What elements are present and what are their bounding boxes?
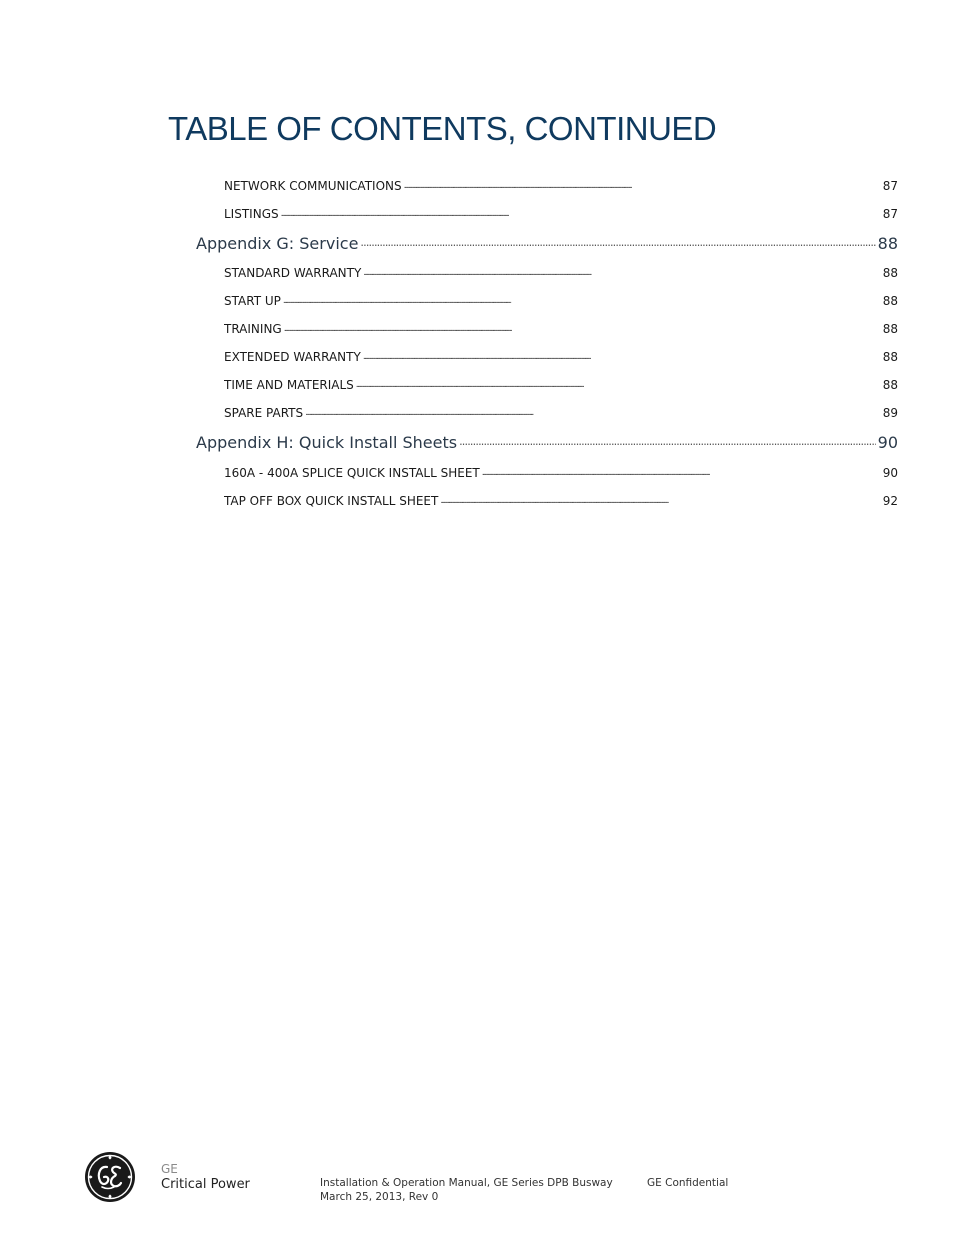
dot-leader — [283, 293, 881, 305]
toc-entry-time-and-materials[interactable] — [224, 377, 898, 392]
confidentiality-notice: GE Confidential — [647, 1177, 729, 1189]
toc-entry-page: 90 — [882, 466, 898, 480]
footer-brand — [161, 1161, 250, 1193]
toc-entry-standard-warranty[interactable] — [224, 265, 898, 280]
toc-entry-label: TRAINING — [224, 322, 282, 336]
toc-entry-page: 88 — [882, 294, 898, 308]
toc-entry-label: 160A - 400A SPLICE QUICK INSTALL SHEET — [224, 466, 480, 480]
dot-leader — [305, 405, 881, 417]
toc-entry-training[interactable] — [224, 321, 898, 336]
toc-entry-tap-off-box-quick-install[interactable] — [224, 493, 898, 508]
dot-leader — [440, 493, 880, 505]
toc-entry-label: START UP — [224, 294, 281, 308]
toc-entry-spare-parts[interactable] — [224, 405, 898, 420]
dot-leader — [459, 432, 876, 448]
toc-entry-label: TAP OFF BOX QUICK INSTALL SHEET — [224, 494, 439, 508]
toc-entry-label: Appendix G: Service — [196, 234, 359, 253]
toc-entry-page: 92 — [882, 494, 898, 508]
toc-entry-page: 88 — [882, 378, 898, 392]
dot-leader — [356, 377, 881, 389]
document-date: March 25, 2013, Rev 0 — [320, 1191, 439, 1203]
dot-leader — [360, 233, 875, 249]
toc-entry-page: 88 — [882, 350, 898, 364]
toc-entry-label: NETWORK COMMUNICATIONS — [224, 179, 402, 193]
ge-monogram-icon — [84, 1151, 136, 1203]
toc-entry-page: 89 — [882, 406, 898, 420]
brand-name: GE — [161, 1162, 178, 1176]
toc-entry-page: 87 — [882, 207, 898, 221]
dot-leader — [281, 206, 881, 218]
toc-entry-label: LISTINGS — [224, 207, 279, 221]
dot-leader — [404, 178, 881, 190]
toc-entry-page: 88 — [882, 266, 898, 280]
toc-entry-extended-warranty[interactable] — [224, 349, 898, 364]
page-title: TABLE OF CONTENTS, CONTINUED — [168, 110, 717, 147]
toc-entry-label: TIME AND MATERIALS — [224, 378, 354, 392]
toc-entry-appendix-h[interactable] — [196, 432, 898, 452]
toc-entry-label: EXTENDED WARRANTY — [224, 350, 361, 364]
document-title: Installation & Operation Manual, GE Series DPB Busway — [320, 1177, 613, 1189]
dot-leader — [482, 465, 881, 477]
dot-leader — [363, 265, 880, 277]
toc-entry-page: 88 — [877, 234, 898, 253]
toc-entry-label: Appendix H: Quick Install Sheets — [196, 433, 458, 452]
toc-entry-start-up[interactable] — [224, 293, 898, 308]
footer-document-info — [320, 1176, 613, 1204]
toc-entry-label: STANDARD WARRANTY — [224, 266, 362, 280]
toc-entry-page: 88 — [882, 322, 898, 336]
toc-entry-appendix-g[interactable] — [196, 233, 898, 253]
toc-entry-page: 87 — [882, 179, 898, 193]
toc-entry-listings[interactable] — [224, 206, 898, 221]
toc-entry-network-communications[interactable] — [224, 178, 898, 193]
dot-leader — [363, 349, 881, 361]
toc-entry-label: SPARE PARTS — [224, 406, 304, 420]
brand-division: Critical Power — [161, 1177, 250, 1192]
toc-entry-page: 90 — [877, 433, 898, 452]
toc-entry-splice-quick-install[interactable] — [224, 465, 898, 480]
dot-leader — [284, 321, 881, 333]
